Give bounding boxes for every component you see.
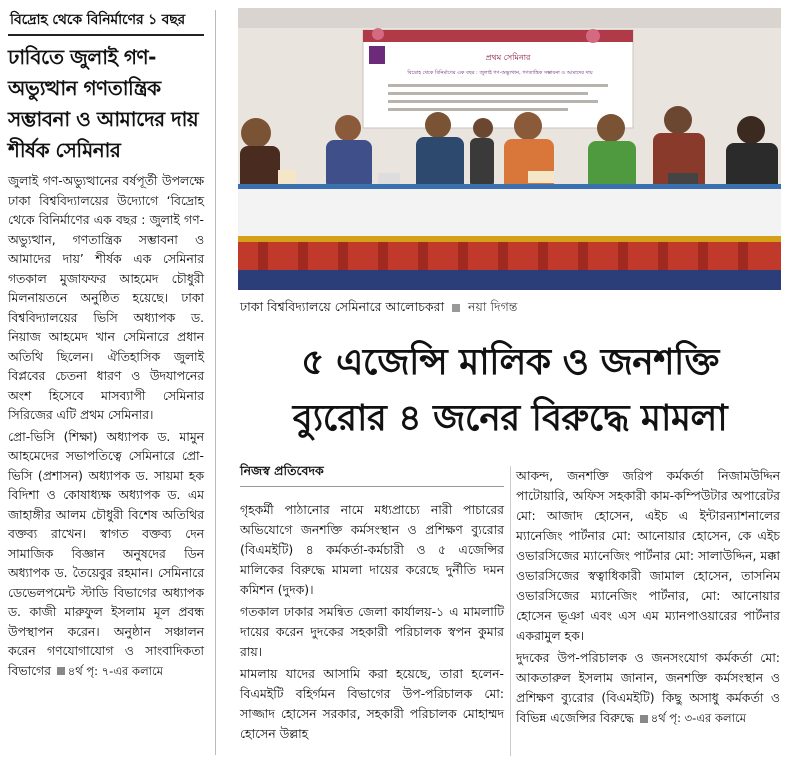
main-article-headline: ৫ এজেন্সি মালিক ও জনশক্তি ব্যুরোর ৪ জনের বিরুদ্ধে মামলা [292,342,728,439]
banner-title: প্রথম সেমিনার [485,53,531,62]
byline: নিজস্ব প্রতিবেদক [240,463,324,478]
main-article-paragraph: গৃহকর্মী পাঠানোর নামে মধ্যপ্রাচ্যে নারী পাচারের অভিযোগে জনশক্তি কর্মসংস্থান ও প্রশিক্ষণ ব্যুরোর (বিএমইটি) ৪ কর্মকর্তা-কর্মচারী ও ৫ এজেন্সির মালিকের বিরুদ্ধে মামলা দায়ের করেছে দুর্নীতি দমন কমিশন (দুদক)। [240,502,504,597]
square-bullet-icon [640,715,648,723]
column-divider [510,466,511,756]
left-article-paragraph [8,428,204,682]
left-article-paragraph-text: প্রো-ভিসি (শিক্ষা) অধ্যাপক ড. মামুন আহমেদের সভাপতিত্বে সেমিনারে প্রো-ভিসি (প্রশাসন) অধ্যাপক ড. সায়মা হক বিদিশা ও কোষাধ্যক্ষ অধ্যাপক ড. এম জাহাঙ্গীর আলম চৌধুরী বিশেষ অতিথির বক্তব্য রাখেন। স্বাগত বক্তব্য দেন সামাজিক বিজ্ঞান অনুষদের ডিন অধ্যাপক ড. তৈয়েবুর রহমান। সেমিনারে ডেভেলপমেন্ট স্টাডি বিভাগের অধ্যাপক ড. কাজী মারুফুল ইসলাম মূল প্রবন্ধ উপস্থাপন করেন। অনুষ্ঠান সঞ্চালন করেন গণযোগাযোগ ও সাংবাদিকতা বিভাগের [8,429,204,678]
left-article-headline: ঢাবিতে জুলাই গণ-অভ্যুত্থান গণতান্ত্রিক সম্ভাবনা ও আমাদের দায় শীর্ষক সেমিনার [8,45,199,162]
photo-caption [240,299,780,319]
main-article-jump[interactable]: ৪র্থ পৃ: ৩-এর কলামে [650,711,746,725]
left-article-body [8,172,204,681]
photo-credit: নয়া দিগন্ত [468,299,518,314]
main-article-paragraph-text: দুদকের উপ-পরিচালক ও জনসংযোগ কর্মকর্তা মো: আকতারুল ইসলাম জানান, জনশক্তি কর্মসংস্থান ও প্রশিক্ষণ ব্যুরোর (বিএমইটি) কিছু অসাধু কর্মকর্তা ও বিভিন্ন এজেন্সির বিরুদ্ধে [516,650,780,725]
seminar-photo-illustration [238,8,781,290]
left-article [8,10,204,683]
main-article-paragraph: আকন্দ, জনশক্তি জরিপ কর্মকর্তা নিজামউদ্দিন পাটোয়ারি, অফিস সহকারী কাম-কম্পিউটার অপারেটর মো: আজাদ হোসেন, এইচ এ ইন্টারন্যাশনালের ম্যানেজিং পার্টনার মো: আনোয়ার হোসেন, কে এইচ ওভারসিজের ম্যানেজিং পার্টনার মো: সালাউদ্দিন, মক্কা ওভারসিজের স্বত্বাধিকারী জামাল হোসেন, তাসনিম ওভারসিজের ম্যানেজিং পার্টনার, মো: আনোয়ার হোসেন ভূঞা এবং এস এম ম্যানপাওয়ারের পার্টনার একরামুল হক। [516,468,780,643]
square-bullet-icon [452,304,460,312]
photo-caption-text: ঢাকা বিশ্ববিদ্যালয়ে সেমিনারে আলোচকরা [240,299,445,314]
left-article-kicker: বিদ্রোহ থেকে বিনির্মাণের ১ বছর [10,12,186,28]
seminar-photo [238,8,781,290]
column-divider [215,10,216,755]
kicker-divider [8,34,204,36]
main-article-column-2 [516,466,780,730]
byline-divider [240,486,504,487]
square-bullet-icon [57,667,65,675]
banner-subtitle: বিদ্রোহ থেকে বিনির্মাণের এক বছর : জুলাই গণ-অভ্যুত্থান, গণতান্ত্রিক সম্ভাবনা ও আমাদের দায় [407,70,593,76]
left-article-jump[interactable]: ৪র্থ পৃ: ৭-এর কলামে [67,663,163,678]
main-article-paragraph [516,648,780,728]
main-article-column-1 [240,500,504,746]
main-article-paragraph: গতকাল ঢাকার সমন্বিত জেলা কার্যালয়-১ এ মামলাটি দায়ের করেন দুদকের সহকারী পরিচালক স্বপন কুমার রায়। [240,604,504,659]
main-article-paragraph: মামলায় যাদের আসামি করা হয়েছে, তারা হলেন- বিএমইটি বহির্গমন বিভাগের উপ-পরিচালক মো: সাজ্জাদ হোসেন সরকার, সহকারী পরিচালক মোহাম্মদ হোসেন উল্লাহ [240,666,504,741]
left-article-paragraph: জুলাই গণ-অভ্যুত্থানের বর্ষপূর্তী উপলক্ষে ঢাকা বিশ্ববিদ্যালয়ের উদ্যোগে ‘বিদ্রোহ থেকে বিনির্মাণের এক বছর : জুলাই গণ-অভ্যুত্থান, গণতান্ত্রিক সম্ভাবনা ও আমাদের দায়’ শীর্ষক এক সেমিনার গতকাল মুজাফফর আহমেদ চৌধুরী মিলনায়তনে অনুষ্ঠিত হয়েছে। ঢাকা বিশ্ববিদ্যালয়ের ভিসি অধ্যাপক ড. নিয়াজ আহমেদ খান সেমিনারে প্রধান অতিথি ছিলেন। ঐতিহাসিক জুলাই বিপ্লবের চেতনা ধারণ ও উদযাপনের অংশ হিসেবে মাসব্যাপী সেমিনার সিরিজের এটি প্রথম সেমিনার। [8,174,204,422]
